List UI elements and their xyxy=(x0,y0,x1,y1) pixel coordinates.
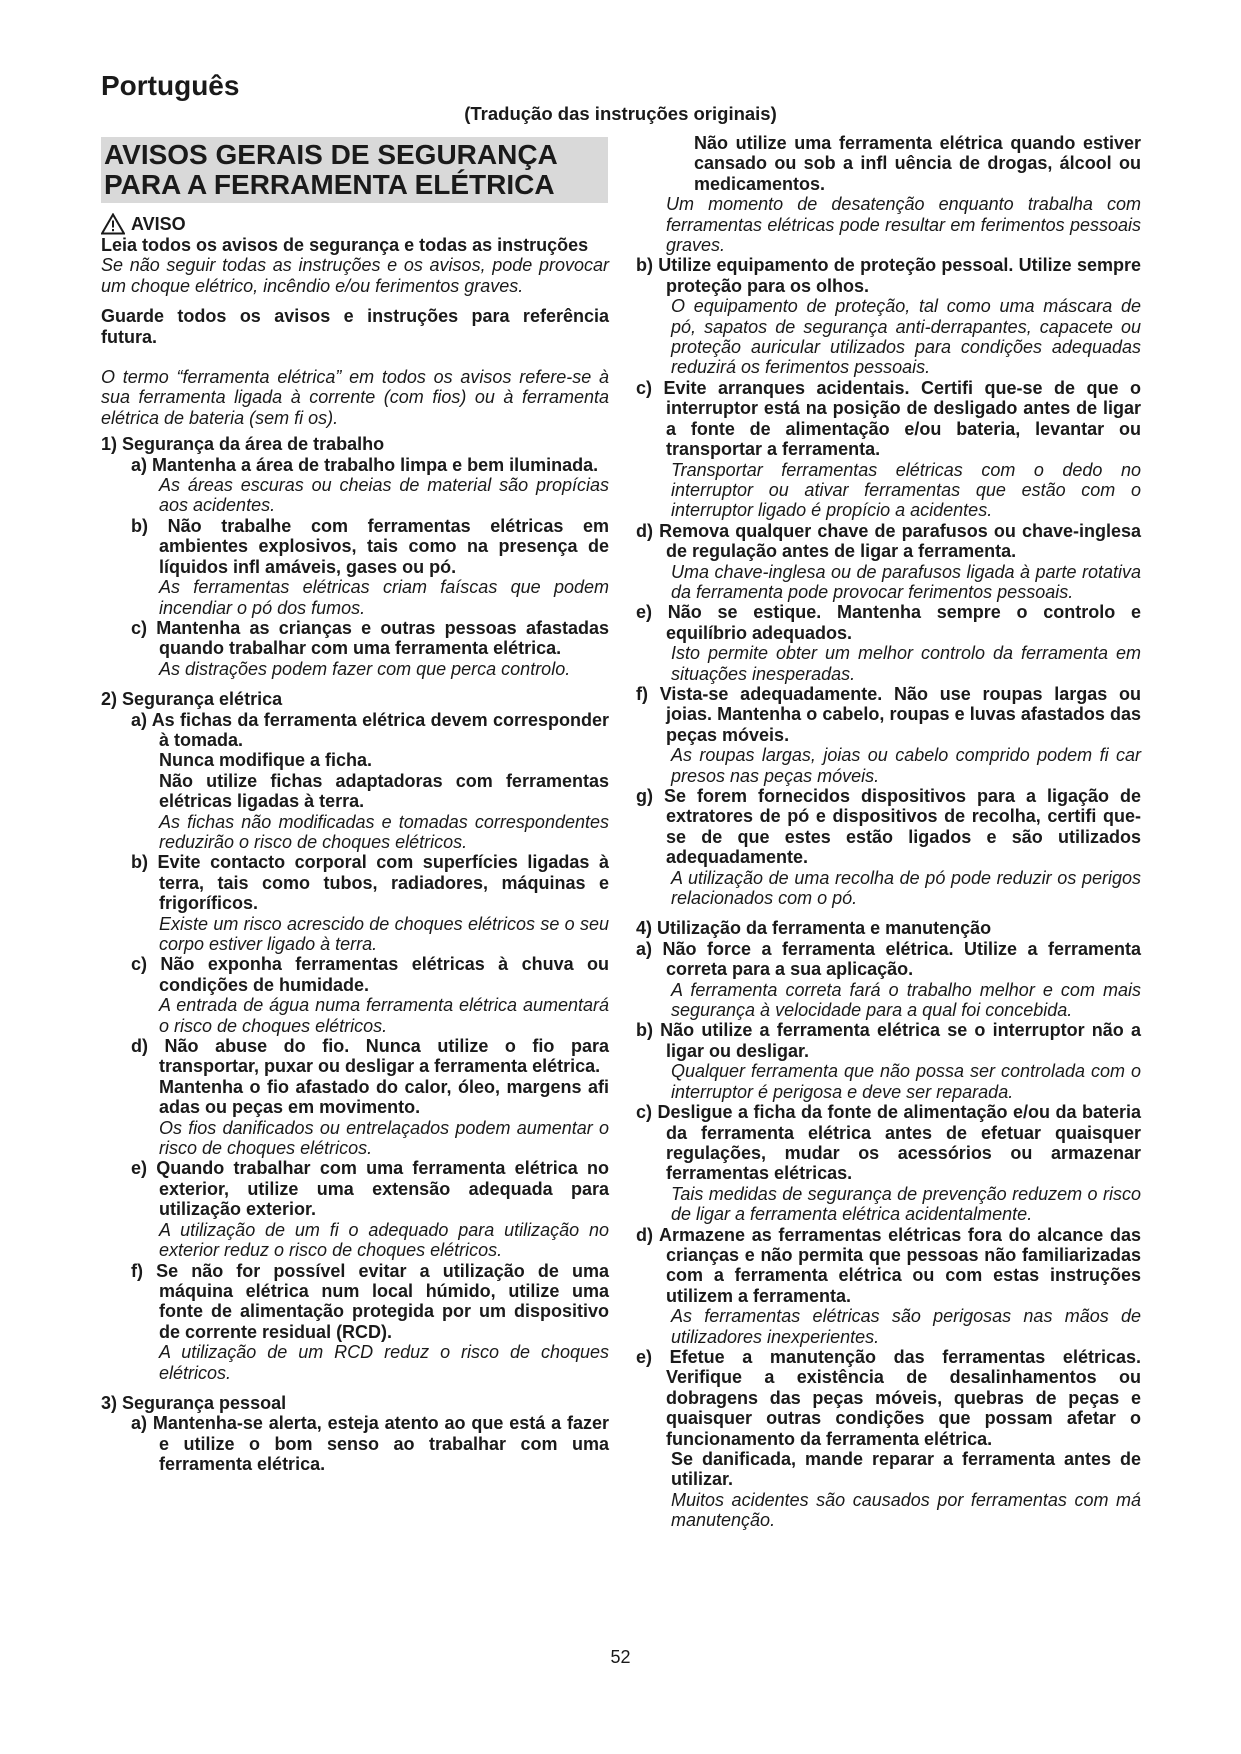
s3-note-e: Isto permite obter um melhor controlo da ferramenta em situações inesperadas. xyxy=(671,643,1141,684)
s2-note-d: Os fios danificados ou entrelaçados podem aumentar o risco de choques elétricos. xyxy=(159,1117,609,1159)
s3-note-d: Uma chave-inglesa ou de parafusos ligada à parte rotativa da ferramenta pode provocar ferimentos pessoais. xyxy=(671,561,1141,602)
s2-note-b: Existe um risco acrescido de choques elétricos se o seu corpo estiver ligado à terra. xyxy=(159,913,609,954)
s3-item-d: d) Remova qualquer chave de parafusos ou chave-inglesa de regulação antes de ligar a ferramenta. xyxy=(636,520,1141,562)
warning-label xyxy=(101,213,609,235)
s1-note-b: As ferramentas elétricas criam faíscas que podem incendiar o pó dos fumos. xyxy=(159,577,609,618)
right-column xyxy=(636,133,1141,1531)
s3-item-c: c) Evite arranques acidentais. Certifi que-se de que o interruptor está na posição de desligado antes de ligar a fonte de alimentação e/ou bateria, levantar ou transportar a ferramenta. xyxy=(636,377,1141,460)
section-2 xyxy=(101,710,609,1383)
s2-note-a: As fichas não modificadas e tomadas correspondentes reduzirão o risco de choques elétricos. xyxy=(159,811,609,852)
s4-note-d: As ferramentas elétricas são perigosas nas mãos de utilizadores inexperientes. xyxy=(671,1306,1141,1347)
read-all-instruction: Leia todos os avisos de segurança e todas as instruções xyxy=(101,235,589,255)
s2-item-c: c) Não exponha ferramentas elétricas à chuva ou condições de humidade. xyxy=(131,954,609,995)
section-1 xyxy=(101,455,609,679)
s4-note-b: Qualquer ferramenta que não possa ser controlada com o interruptor é perigosa e deve ser reparada. xyxy=(671,1061,1141,1102)
read-all-note: Se não seguir todas as instruções e os avisos, pode provocar um choque elétrico, incêndio e/ou ferimentos graves. xyxy=(101,255,609,296)
s4-item-b: b) Não utilize a ferramenta elétrica se o interruptor não a ligar ou desligar. xyxy=(636,1020,1141,1061)
warning-triangle-icon xyxy=(101,213,125,235)
page-number: 52 xyxy=(610,1647,631,1667)
s4-note-c: Tais medidas de segurança de prevenção reduzem o risco de ligar a ferramenta elétrica acidentalmente. xyxy=(671,1183,1141,1225)
section-3-continued xyxy=(636,255,1141,908)
page-title: AVISOS GERAIS DE SEGURANÇA PARA A FERRAMENTA ELÉTRICA xyxy=(101,137,608,203)
s1-note-c: As distrações podem fazer com que perca controlo. xyxy=(159,658,571,679)
section-3-left xyxy=(101,1413,609,1474)
s2-item-f: f) Se não for possível evitar a utilização de uma máquina elétrica num local húmido, utilize uma fonte de alimentação protegida por um dispositivo de corrente residual (RCD). xyxy=(131,1260,609,1342)
save-instruction: Guarde todos os avisos e instruções para referência futura. xyxy=(101,306,609,347)
section-4 xyxy=(636,939,1141,1531)
section-2-title: 2) Segurança elétrica xyxy=(101,689,283,710)
s1-note-a: As áreas escuras ou cheias de material são propícias aos acidentes. xyxy=(159,475,609,516)
s4-item-e: e) Efetue a manutenção das ferramentas elétricas. Verifique a existência de desalinhamentos ou dobragens das peças móveis, quebras de peças e quaisquer outras condições que possam afetar o funcionamento da ferramenta elétrica. xyxy=(636,1346,1141,1449)
s4-item-e-2: Se danificada, mande reparar a ferramenta antes de utilizar. xyxy=(671,1449,1141,1490)
s3-item-g: g) Se forem fornecidos dispositivos para a ligação de extratores de pó e dispositivos de recolha, certifi que-se de que estes estão ligados e são utilizados adequadamente. xyxy=(636,786,1141,868)
s2-note-f: A utilização de um RCD reduz o risco de choques elétricos. xyxy=(159,1342,609,1383)
s3-note-b: O equipamento de proteção, tal como uma máscara de pó, sapatos de segurança anti-derrapantes, capacete ou proteção auricular utilizados para condições adequadas reduzirá os ferimentos pessoais. xyxy=(671,296,1141,378)
s1-item-b: b) Não trabalhe com ferramentas elétricas em ambientes explosivos, tais como na presença de líquidos infl amáveis, gases ou pó. xyxy=(131,515,609,577)
section-1-title: 1) Segurança da área de trabalho xyxy=(101,434,385,455)
s2-item-d-2: Mantenha o fio afastado do calor, óleo, margens afi adas ou peças em movimento. xyxy=(159,1076,609,1118)
section-3-title: 3) Segurança pessoal xyxy=(101,1392,287,1413)
s3-item-b: b) Utilize equipamento de proteção pessoal. Utilize sempre proteção para os olhos. xyxy=(636,255,1141,296)
s4-item-a: a) Não force a ferramenta elétrica. Utilize a ferramenta correta para a sua aplicação. xyxy=(636,938,1141,980)
s4-note-e: Muitos acidentes são causados por ferramentas com má manutenção. xyxy=(671,1489,1141,1531)
s2-item-b: b) Evite contacto corporal com superfícies ligadas à terra, tais como tubos, radiadores, máquinas e frigoríficos. xyxy=(131,852,609,914)
s2-note-e: A utilização de um fi o adequado para utilização no exterior reduz o risco de choques elétricos. xyxy=(159,1219,609,1261)
left-column xyxy=(101,213,609,1475)
s3-note-f: As roupas largas, joias ou cabelo comprido podem fi car presos nas peças móveis. xyxy=(671,745,1141,786)
section-4-title: 4) Utilização da ferramenta e manutenção xyxy=(636,918,992,939)
s3-note-g: A utilização de uma recolha de pó pode reduzir os perigos relacionados com o pó. xyxy=(671,867,1141,909)
s3-item-a-2: Não utilize uma ferramenta elétrica quando estiver cansado ou sob a infl uência de drogas, álcool ou medicamentos. xyxy=(694,133,1141,194)
s3-note-c: Transportar ferramentas elétricas com o dedo no interruptor ou ativar ferramentas que estão com o interruptor ligado é propício a acidentes. xyxy=(671,459,1141,521)
s3-item-e: e) Não se estique. Mantenha sempre o controlo e equilíbrio adequados. xyxy=(636,602,1141,643)
s2-item-e: e) Quando trabalhar com uma ferramenta elétrica no exterior, utilize uma extensão adequada para utilização exterior. xyxy=(131,1158,609,1220)
s2-item-d: d) Não abuse do fio. Nunca utilize o fio para transportar, puxar ou desligar a ferramenta elétrica. xyxy=(131,1036,609,1077)
s4-note-a: A ferramenta correta fará o trabalho melhor e com mais segurança à velocidade para a qual foi concebida. xyxy=(671,979,1141,1021)
s2-item-a-3: Não utilize fichas adaptadoras com ferramentas elétricas ligadas à terra. xyxy=(159,770,609,812)
language-heading: Português xyxy=(101,70,240,101)
s3-note-a: Um momento de desatenção enquanto trabalha com ferramentas elétricas pode resultar em ferimentos pessoais graves. xyxy=(666,194,1141,256)
s1-item-c: c) Mantenha as crianças e outras pessoas afastadas quando trabalhar com uma ferramenta elétrica. xyxy=(131,617,609,659)
warning-text: AVISO xyxy=(131,213,186,234)
s2-item-a: a) As fichas da ferramenta elétrica devem corresponder à tomada. xyxy=(131,709,609,750)
s2-item-a-2: Nunca modifique a ficha. xyxy=(159,750,373,771)
s2-note-c: A entrada de água numa ferramenta elétrica aumentará o risco de choques elétricos. xyxy=(159,995,609,1036)
s4-item-c: c) Desligue a ficha da fonte de alimentação e/ou da bateria da ferramenta elétrica antes de efetuar quaisquer regulações, mudar os acessórios ou armazenar ferramentas elétricas. xyxy=(636,1102,1141,1184)
s1-item-a: a) Mantenha a área de trabalho limpa e bem iluminada. xyxy=(131,454,599,475)
term-definition: O termo “ferramenta elétrica” em todos os avisos refere-se à sua ferramenta ligada à corrente (com fios) ou à ferramenta elétrica de bateria (sem fi os). xyxy=(101,367,609,428)
translation-subtitle: (Tradução das instruções originais) xyxy=(464,103,777,124)
s3-item-f: f) Vista-se adequadamente. Não use roupas largas ou joias. Mantenha o cabelo, roupas e luvas afastados das peças móveis. xyxy=(636,683,1141,745)
s3-item-a: a) Mantenha-se alerta, esteja atento ao que está a fazer e utilize o bom senso ao trabalhar com uma ferramenta elétrica. xyxy=(131,1413,609,1475)
section-3-right xyxy=(636,133,1141,255)
s4-item-d: d) Armazene as ferramentas elétricas fora do alcance das crianças e não permita que pessoas não familiarizadas com a ferramenta elétrica ou com estas instruções utilizem a ferramenta. xyxy=(636,1224,1141,1306)
